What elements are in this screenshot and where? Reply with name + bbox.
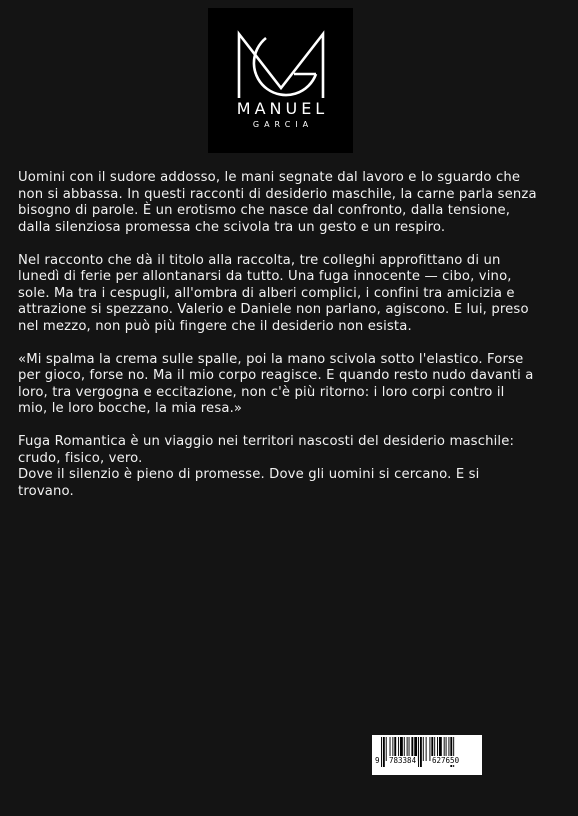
author-first-name: MANUEL	[236, 99, 329, 118]
author-last-name: GARCIA	[252, 120, 314, 129]
blurb-paragraph: Nel racconto che dà il titolo alla raccolta, tre colleghi approfittano di un lunedì di ferie per allontanarsi da tutto. Una fuga innocente — cibo, vino, sole. Ma tra i cespugli, all'ombra di alberi complici, i confini tra amicizia e attrazione si spezzano. Valerio e Daniele non parlano, agiscono. E lui, preso nel mezzo, non può più fingere che il desiderio non esista.	[18, 252, 529, 334]
barcode-left-digits: 783384	[389, 756, 417, 765]
blurb-paragraph: Uomini con il sudore addosso, le mani segnate dal lavoro e lo sguardo che non si abbassa. In questi racconti di desiderio maschile, la carne parla senza bisogno di parole. È un erotismo che nasce dal confronto, dalla tensione, dalla silenziosa promessa che scivola tra un gesto e un respiro.	[18, 170, 537, 235]
blurb-quote: «Mi spalma la crema sulle spalle, poi la mano scivola sotto l'elastico. Forse per gioco, forse no. Ma il mio corpo reagisce. E quando resto nudo davanti a loro, tra vergogna e eccitazione, non c'è più ritorno: i loro corpi contro il mio, le loro bocche, la mia resa.»	[18, 351, 534, 416]
barcode-right-digits: 627650	[432, 756, 460, 765]
blurb-paragraph: Fuga Romantica è un viaggio nei territori nascosti del desiderio maschile: crudo, fisico, vero.	[18, 434, 515, 466]
barcode-lead-digit: 9	[375, 756, 380, 765]
author-logo	[208, 8, 353, 153]
blurb-closing-line: Dove il silenzio è pieno di promesse. Dove gli uomini si cercano. E si trovano.	[18, 467, 480, 499]
mg-monogram-icon	[236, 30, 326, 102]
back-cover-blurb	[18, 170, 538, 517]
isbn-barcode	[372, 735, 482, 775]
barcode-digits	[372, 755, 482, 767]
